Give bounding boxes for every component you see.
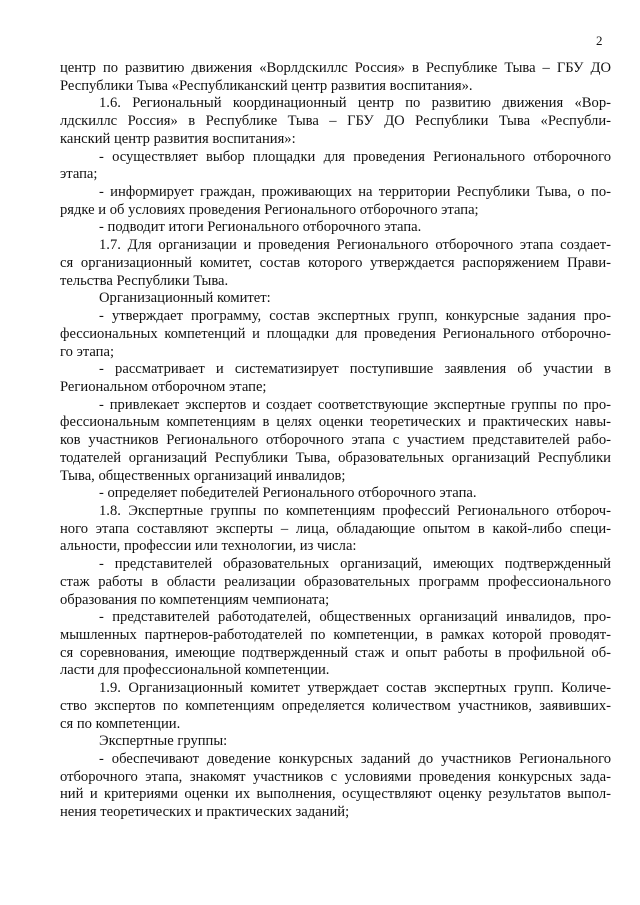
text-line: Тыва, общественных организаций инвалидов;: [60, 467, 346, 484]
text-line: фессиональных компетенций и площадки для проведения Регионального отборочно-: [60, 325, 611, 342]
text-line: - рассматривает и систематизирует поступившие заявления об участии в: [99, 361, 611, 378]
text-line: Экспертные группы:: [99, 733, 228, 750]
text-line: Республики Тыва «Республиканский центр развития воспитания».: [60, 77, 473, 94]
text-line: ся соревнования, имеющие подтвержденный стаж и опыт работы в профильной об-: [60, 644, 611, 661]
text-line: го этапа;: [60, 343, 115, 360]
text-line: центр по развитию движения «Ворлдскиллс Россия» в Республике Тыва – ГБУ ДО: [60, 60, 611, 76]
text-line: - утверждает программу, состав экспертных групп, конкурсные задания про-: [99, 308, 611, 325]
text-line: ся организационный комитет, состав которого утверждается распоряжением Прави-: [60, 254, 611, 271]
text-line: 1.7. Для организации и проведения Регионального отборочного этапа создает-: [99, 237, 611, 254]
text-line: Организационный комитет:: [99, 290, 271, 307]
text-line: - осуществляет выбор площадки для проведения Регионального отборочного: [99, 148, 611, 165]
text-line: стаж работы в области реализации образовательных программ профессионального: [60, 573, 611, 590]
text-line: - привлекает экспертов и создает соответствующие экспертные группы по про-: [99, 396, 611, 413]
document-body-text: [60, 60, 611, 822]
text-line: - обеспечивают доведение конкурсных заданий до участников Регионального: [99, 751, 611, 768]
text-line: мышленных партнеров-работодателей по компетенции, в рамках которой проводят-: [60, 627, 611, 643]
text-line: отборочного этапа, знакомят участников с условиями проведения конкурсных зада-: [60, 768, 611, 785]
text-line: рядке и об условиях проведения Регионального отборочного этапа;: [60, 201, 479, 218]
text-line: этапа;: [60, 166, 98, 183]
page-number: 2: [596, 33, 603, 48]
text-line: ся по компетенции.: [60, 715, 181, 732]
text-line: ласти для профессиональной компетенции.: [60, 662, 330, 679]
text-line: 1.6. Региональный координационный центр по развитию движения «Вор-: [99, 95, 611, 112]
text-line: ков участников Регионального отборочного этапа с участием представителей рабо-: [60, 432, 611, 449]
text-line: - определяет победителей Регионального отборочного этапа.: [99, 485, 477, 502]
text-line: образования по компетенциям чемпионата;: [60, 591, 330, 608]
text-line: 1.9. Организационный комитет утверждает состав экспертных групп. Количе-: [99, 680, 611, 697]
text-line: - подводит итоги Регионального отборочного этапа.: [99, 219, 422, 236]
text-line: тельства Республики Тыва.: [60, 272, 229, 289]
text-line: тодателей организаций Республики Тыва, образовательных организаций Республики: [60, 449, 611, 466]
text-line: ного этапа составляют эксперты – лица, обладающие опытом в какой-либо специ-: [60, 520, 611, 537]
text-line: - представителей образовательных организаций, имеющих подтвержденный: [99, 556, 611, 573]
text-line: фессиональным компетенциям в целях оценки теоретических и практических навы-: [60, 414, 611, 431]
text-line: Региональном отборочном этапе;: [60, 378, 267, 395]
text-line: ний и критериями оценки их выполнения, осуществляют оценку результатов выпол-: [60, 786, 611, 803]
text-line: ство экспертов по компетенциям определяется количеством участников, заявивших-: [60, 697, 611, 714]
text-line: - представителей работодателей, общественных организаций инвалидов, про-: [99, 609, 611, 626]
text-line: альности, профессии или технологии, из числа:: [60, 538, 357, 555]
text-line: лдскиллс Россия» в Республике Тыва – ГБУ ДО Республики Тыва «Республи-: [60, 113, 611, 130]
text-line: нения теоретических и практических заданий;: [60, 804, 350, 821]
text-line: 1.8. Экспертные группы по компетенциям профессий Регионального отбороч-: [99, 502, 611, 519]
text-line: канский центр развития воспитания»:: [60, 130, 296, 147]
text-line: - информирует граждан, проживающих на территории Республики Тыва, о по-: [99, 184, 611, 201]
